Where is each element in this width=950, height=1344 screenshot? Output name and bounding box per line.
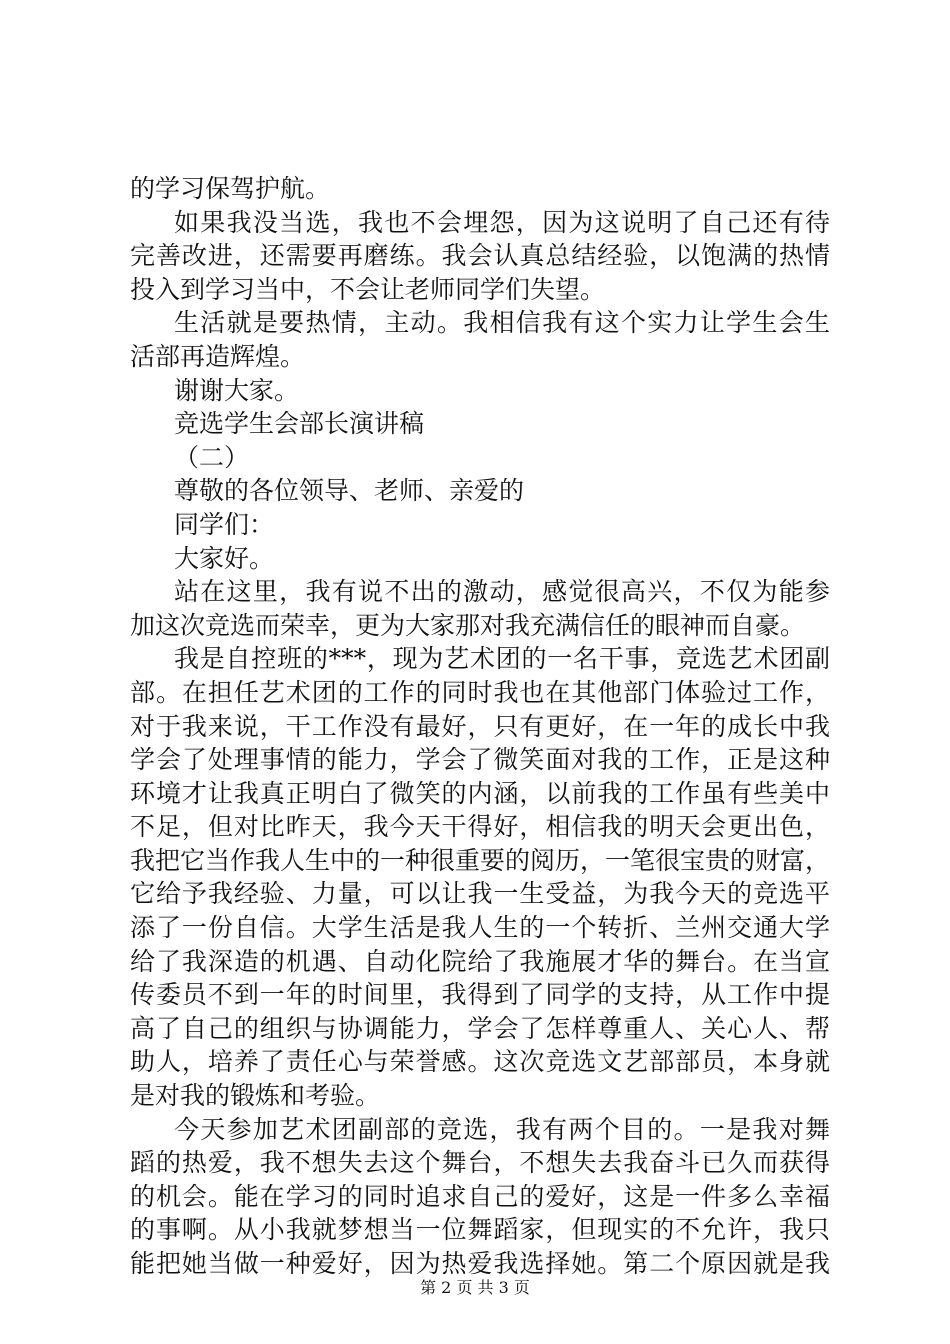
text-line: 助人，培养了责任心与荣誉感。这次竞选文艺部部员，本身就	[130, 1047, 830, 1077]
text-line: 能把她当做一种爱好，因为热爱我选择她。第二个原因就是我	[130, 1249, 830, 1278]
text-line: 我把它当作我人生中的一种很重要的阅历，一笔很宝贵的财富，	[130, 845, 830, 875]
text-line: 投入到学习当中，不会让老师同学们失望。	[130, 274, 606, 304]
text-line: 生活就是要热情，主动。我相信我有这个实力让学生会生	[174, 308, 830, 338]
text-line: （二）	[174, 442, 250, 472]
text-line: 添了一份自信。大学生活是我人生的一个转折、兰州交通大学	[130, 913, 830, 943]
text-line: 竞选学生会部长演讲稿	[174, 409, 425, 439]
text-line: 它给予我经验、力量，可以让我一生受益，为我今天的竞选平	[130, 879, 830, 909]
page-footer: 第 2 页 共 3 页	[420, 1278, 530, 1297]
text-line: 的机会。能在学习的同时追求自己的爱好，这是一件多么幸福	[130, 1181, 830, 1211]
text-line: 活部再造辉煌。	[130, 341, 306, 371]
text-line: 传委员不到一年的时间里，我得到了同学的支持，从工作中提	[130, 980, 830, 1010]
text-line: 环境才让我真正明白了微笑的内涵，以前我的工作虽有些美中	[130, 778, 830, 808]
text-line: 我是自控班的***，现为艺术团的一名干事，竞选艺术团副	[174, 644, 830, 674]
text-line: 学会了处理事情的能力，学会了微笑面对我的工作，正是这种	[130, 745, 830, 775]
text-line: 尊敬的各位领导、老师、亲爱的	[174, 476, 525, 506]
text-line: 高了自己的组织与协调能力，学会了怎样尊重人、关心人、帮	[130, 1013, 830, 1043]
text-line: 大家好。	[174, 543, 275, 573]
text-line: 站在这里，我有说不出的激动，感觉很高兴，不仅为能参	[174, 577, 830, 607]
text-line: 不足，但对比昨天，我今天干得好，相信我的明天会更出色，	[130, 812, 830, 842]
text-line: 谢谢大家。	[174, 375, 300, 405]
document-body	[130, 172, 830, 1281]
text-line: 的事啊。从小我就梦想当一位舞蹈家，但现实的不允许，我只	[130, 1215, 830, 1245]
text-line: 如果我没当选，我也不会埋怨，因为这说明了自己还有待	[174, 207, 830, 237]
text-line: 完善改进，还需要再磨练。我会认真总结经验，以饱满的热情	[130, 241, 830, 271]
text-line: 是对我的锻炼和考验。	[130, 1081, 381, 1111]
text-line: 的学习保驾护航。	[130, 174, 331, 203]
text-line: 对于我来说，干工作没有最好，只有更好，在一年的成长中我	[130, 711, 830, 741]
text-line: 同学们：	[174, 509, 275, 539]
text-line: 部。在担任艺术团的工作的同时我也在其他部门体验过工作，	[130, 677, 830, 707]
text-line: 蹈的热爱，我不想失去这个舞台，不想失去我奋斗已久而获得	[130, 1148, 830, 1178]
text-line: 加这次竞选而荣幸，更为大家那对我充满信任的眼神而自豪。	[130, 610, 806, 640]
text-line: 给了我深造的机遇、自动化院给了我施展才华的舞台。在当宣	[130, 946, 830, 976]
text-line: 今天参加艺术团副部的竞选，我有两个目的。一是我对舞	[174, 1114, 830, 1144]
